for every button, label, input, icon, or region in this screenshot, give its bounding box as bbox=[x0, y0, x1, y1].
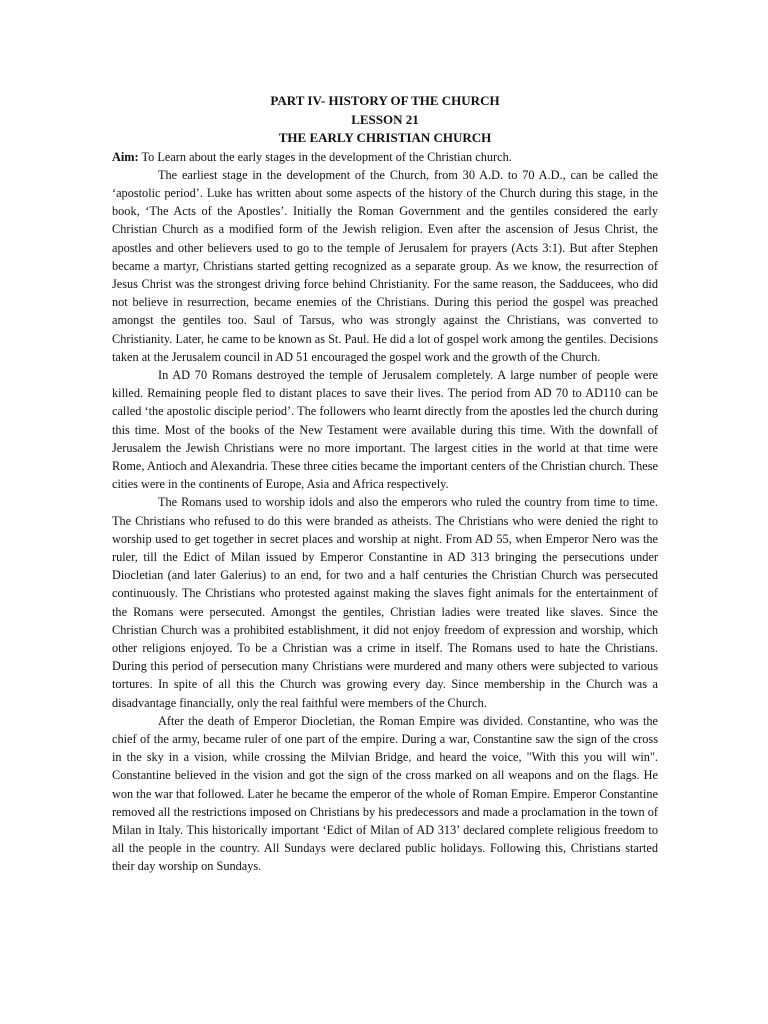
aim-line bbox=[112, 148, 658, 166]
title-block bbox=[112, 92, 658, 148]
aim-text: To Learn about the early stages in the development of the Christian church. bbox=[138, 149, 512, 164]
document-page bbox=[112, 92, 658, 876]
paragraph-persecution: The Romans used to worship idols and also the emperors who ruled the country from time to time. The Christians who refused to do this were branded as atheists. The Christians who were denied the right to worship used to get together in secret places and worship at night. From AD 55, when Emperor Nero was the ruler, till the Edict of Milan issued by Emperor Constantine in AD 313 bringing the persecutions under Diocletian (and later Galerius) to an end, for two and a half centuries the Christian Church was persecuted continuously. The Christians who protested against making the slaves fight animals for the entertainment of the Romans were persecuted. Amongst the gentiles, Christian ladies were treated like slaves. Since the Christian Church was a prohibited establishment, it did not enjoy freedom of expression and worship, which other religions enjoyed. To be a Christian was a crime in itself. The Romans used to hate the Christians. During this period of persecution many Christians were murdered and many others were subjected to various tortures. In spite of all this the Church was growing every day. Since membership in the Church was a disadvantage financially, only the real faithful were members of the Church. bbox=[112, 495, 658, 710]
lesson-number: LESSON 21 bbox=[351, 111, 419, 127]
part-title: PART IV- HISTORY OF THE CHURCH bbox=[270, 93, 500, 108]
aim-label: Aim: bbox=[112, 149, 139, 164]
lesson-title: THE EARLY CHRISTIAN CHURCH bbox=[278, 130, 492, 145]
paragraph-apostolic-disciple-period: In AD 70 Romans destroyed the temple of Jerusalem completely. A large number of people were killed. Remaining people fled to distant places to save their lives. The period from AD 70 to AD110 can be called ‘the apostolic disciple period’. The followers who learnt directly from the apostles led the church during this time. Most of the books of the New Testament were available during this time. With the downfall of Jerusalem the Jewish Christians were no more important. The largest cities in the world at that time were Rome, Antioch and Alexandria. These three cities became the important centers of the Christian church. These cities were in the continents of Europe, Asia and Africa respectively. bbox=[112, 367, 658, 492]
paragraph-apostolic-period: The earliest stage in the development of the Church, from 30 A.D. to 70 A.D., can be called the ‘apostolic period’. Luke has written about some aspects of the history of the Church during this stage, in the book, ‘The Acts of the Apostles’. Initially the Roman Government and the gentiles considered the early Christian Church as a modified form of the Jewish religion. Even after the ascension of Jesus Christ, the apostles and other believers used to go to the temple of Jerusalem for prayers (Acts 3:1). But after Stephen became a martyr, Christians started getting recognized as a separate group. As we know, the resurrection of Jesus Christ was the strongest driving force behind Christianity. For the same reason, the Sadducees, who did not believe in resurrection, became enemies of the Christians. During this period the gospel was preached amongst the gentiles too. Saul of Tarsus, who was strongly against the Christians, was converted to Christianity. Later, he came to be known as St. Paul. He did a lot of gospel work among the gentiles. Decisions taken at the Jerusalem council in AD 51 encouraged the gospel work and the growth of the Church. bbox=[112, 167, 658, 364]
paragraph-edict-of-milan: After the death of Emperor Diocletian, the Roman Empire was divided. Constantine, who was the chief of the army, became ruler of one part of the empire. During a war, Constantine saw the sign of the cross in the sky in a vision, while crossing the Milvian Bridge, and heard the voice, "With this you will win". Constantine believed in the vision and got the sign of the cross marked on all weapons and on the flags. He won the war that followed. Later he became the emperor of the whole of Roman Empire. Emperor Constantine removed all the restrictions imposed on Christians by his predecessors and made a proclamation in the town of Milan in Italy. This historically important ‘Edict of Milan of AD 313’ declared complete religious freedom to all the people in the country. All Sundays were declared public holidays. Following this, Christians started their day worship on Sundays. bbox=[112, 713, 658, 874]
